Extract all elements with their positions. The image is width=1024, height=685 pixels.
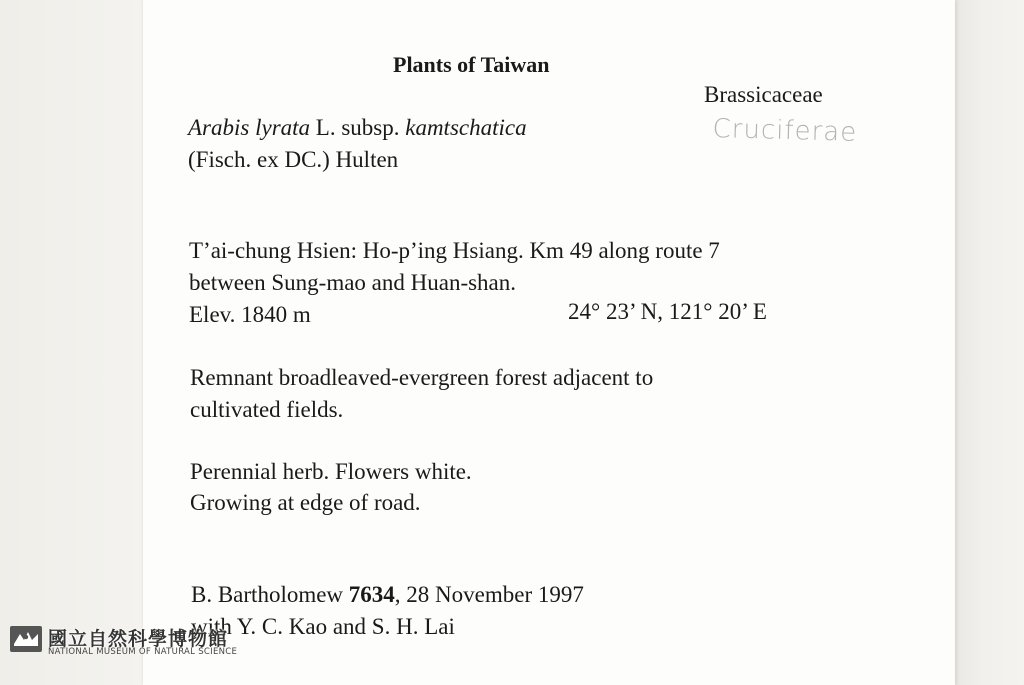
family-handwritten: Cruciferae [712, 114, 858, 148]
description-line-1: Perennial herb. Flowers white. [190, 459, 472, 484]
collection-number: 7634 [348, 582, 395, 607]
taxon-subspecies: kamtschatica [405, 115, 527, 140]
family-name: Brassicaceae [704, 82, 823, 107]
museum-logo-icon [10, 626, 42, 652]
co-collectors: with Y. C. Kao and S. H. Lai [191, 614, 455, 639]
collector-line [191, 583, 584, 606]
locality-line-1: T’ai-chung Hsien: Ho-p’ing Hsiang. Km 49 along route 7 [189, 238, 720, 263]
coordinates: 24° 23’ N, 121° 20’ E [568, 299, 767, 324]
taxon-genus-species: Arabis lyrata [188, 115, 311, 140]
taxon-author: L. subsp. [310, 115, 406, 140]
museum-name-english: NATIONAL MUSEUM OF NATURAL SCIENCE [48, 647, 238, 657]
description-line-2: Growing at edge of road. [190, 490, 421, 515]
taxon-authority: (Fisch. ex DC.) Hulten [188, 147, 399, 172]
herbarium-sheet-edge [955, 0, 1024, 685]
habitat-line-1: Remnant broadleaved-evergreen forest adjacent to [190, 365, 654, 390]
elevation: Elev. 1840 m [189, 302, 311, 327]
taxon-name-line [188, 116, 527, 139]
habitat-line-2: cultivated fields. [190, 397, 344, 422]
collection-date: , 28 November 1997 [394, 582, 584, 607]
collector-name: B. Bartholomew [191, 582, 349, 607]
locality-line-2: between Sung-mao and Huan-shan. [189, 270, 517, 295]
label-title: Plants of Taiwan [393, 52, 550, 77]
museum-name-chinese: 國立自然科學博物館 [48, 628, 229, 650]
